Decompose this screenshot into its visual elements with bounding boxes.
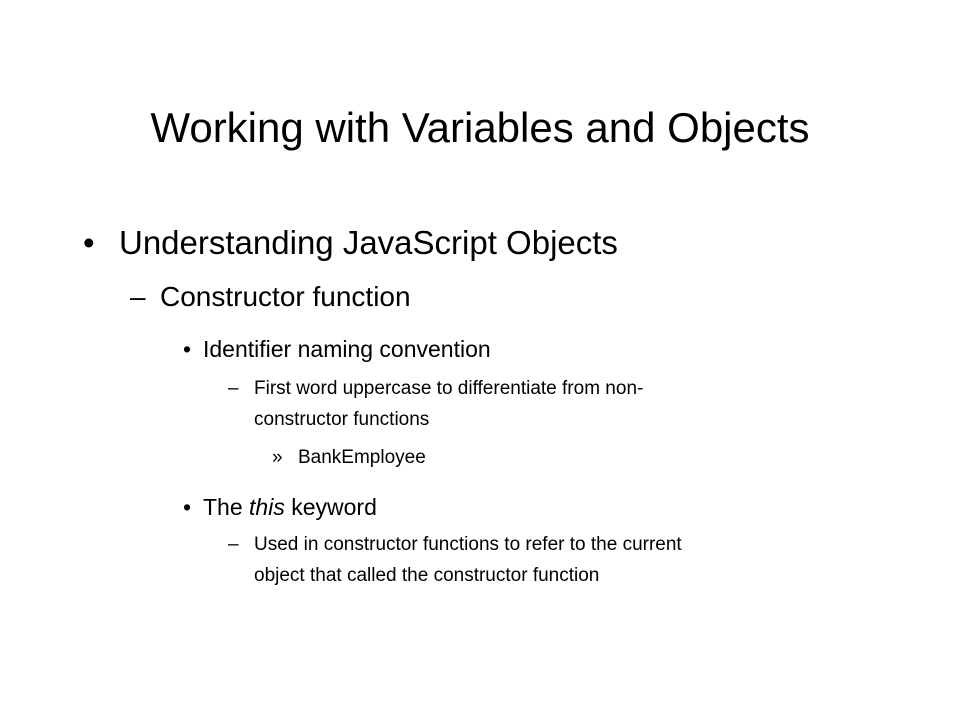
level3-bullet-text [203,493,377,521]
italic-keyword: this [249,494,285,520]
level4-bullet-text-line2: constructor functions [254,409,430,430]
level4-bullet-marker: – [228,534,239,555]
level3-bullet-marker: • [183,494,192,520]
level4-bullet-text-line1: First word uppercase to differentiate from non- [254,378,644,399]
level2-bullet-text: Constructor function [160,281,411,312]
level5-bullet-text: BankEmployee [298,447,426,468]
level5-bullet-marker: » [272,447,283,468]
level2-bullet-marker: – [130,281,146,312]
level3-bullet-text-suffix: keyword [284,494,377,520]
level1-bullet-marker: • [83,224,95,261]
level3-bullet-marker: • [183,336,192,362]
level4-bullet-text-line1: Used in constructor functions to refer to the current [254,534,682,555]
level1-bullet-text: Understanding JavaScript Objects [119,224,618,261]
level3-bullet-text: Identifier naming convention [203,336,491,362]
slide-title: Working with Variables and Objects [150,104,810,151]
level3-bullet-text-prefix: The [203,494,250,520]
level4-bullet-marker: – [228,378,239,399]
level4-bullet-text-line2: object that called the constructor function [254,565,600,586]
